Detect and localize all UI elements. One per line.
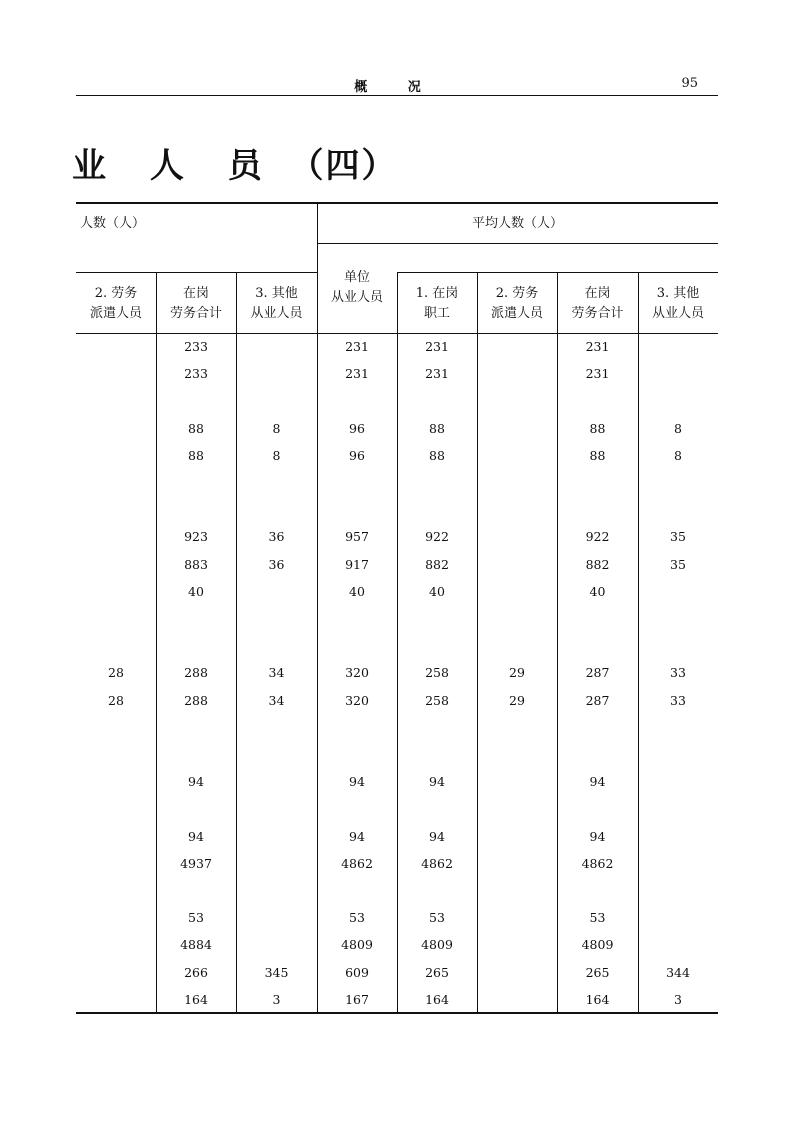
column-header-line: 3. 其他 [656,286,700,301]
table-cell: 265 [585,964,610,980]
table-cell: 35 [670,529,686,545]
table-cell: 344 [666,964,690,980]
table-cell: 8 [272,447,281,463]
table-cell: 96 [349,447,365,463]
table-cell: 28 [108,692,124,708]
table-cell: 29 [509,665,525,681]
table-cell: 4809 [421,937,453,953]
table-cell: 40 [188,583,204,599]
table-cell: 288 [184,665,208,681]
table-cell: 4862 [421,855,453,871]
table-cell: 33 [670,692,686,708]
table-cell: 3 [674,991,682,1007]
table-cell: 94 [429,774,445,790]
table-cell: 53 [188,910,204,926]
group-divider-rule [317,243,718,244]
table-cell: 4809 [581,937,614,953]
table-cell: 882 [585,556,610,572]
header-rule [76,95,718,96]
page-title [72,138,398,187]
table-cell: 231 [585,339,610,354]
table-cell: 320 [345,665,369,681]
title-char-1: 业 [72,146,108,186]
column-header-line: 1. 在岗 [415,286,459,301]
table-cell: 258 [425,665,449,681]
subheader-rule [76,272,317,273]
table-cell: 345 [264,964,289,980]
column-header-line: 劳务合计 [169,306,222,321]
column-header-line: 派遣人员 [89,306,142,321]
column-header-line: 派遣人员 [490,306,543,321]
table-cell: 320 [345,692,369,708]
table-cell: 231 [345,339,369,354]
table-cell: 94 [589,774,606,790]
table-cell: 957 [345,529,369,545]
table-cell: 4884 [180,937,212,953]
table-cell: 3 [272,991,281,1007]
table-cell: 922 [585,529,610,545]
table-cell: 36 [268,529,285,545]
title-char-3: 员 [227,146,264,186]
group-header-headcount: 人数（人） [80,216,146,231]
column-header-line: 在岗 [584,286,611,301]
table-cell: 34 [268,665,285,681]
table-cell: 53 [349,910,365,926]
table-cell: 231 [425,339,449,354]
column-divider [156,272,157,1014]
table-cell: 233 [184,366,208,382]
table-cell: 88 [589,447,606,463]
column-header-line: 在岗 [182,286,209,301]
table-cell: 231 [425,366,449,382]
table-cell: 34 [268,692,285,708]
table-cell: 33 [670,665,686,681]
table-cell: 609 [345,964,369,980]
column-divider [397,272,398,1014]
table-cell: 94 [589,828,606,844]
table-cell: 288 [184,692,208,708]
table-cell: 35 [670,556,686,572]
table-cell: 4862 [581,855,614,871]
column-header-line: 从业人员 [250,306,303,321]
table-cell: 28 [108,665,124,681]
table-cell: 233 [184,339,208,354]
table-cell: 94 [429,828,445,844]
table-cell: 231 [585,366,610,382]
table-cell: 94 [188,828,204,844]
table-cell: 40 [589,583,606,599]
title-part-number: （四） [289,146,398,186]
table-top-rule [76,202,718,204]
table-cell: 94 [349,828,365,844]
table-cell: 883 [184,556,208,572]
table-cell: 8 [674,420,682,436]
page-number: 95 [681,76,698,91]
column-header-line: 从业人员 [330,290,383,305]
table-cell: 53 [429,910,445,926]
table-cell: 882 [425,556,449,572]
table-cell: 265 [425,964,449,980]
table-cell: 40 [349,583,365,599]
table-cell: 922 [425,529,449,545]
table-cell: 4937 [180,855,212,871]
table-cell: 88 [429,447,445,463]
table-cell: 96 [349,420,365,436]
table-cell: 917 [345,556,369,572]
column-header-line: 劳务合计 [571,306,624,321]
column-divider [317,202,318,1014]
table-cell: 8 [272,420,281,436]
table-cell: 4862 [341,855,373,871]
table-cell: 164 [184,991,208,1007]
table-cell: 88 [589,420,606,436]
column-header-line: 单位 [343,270,370,285]
column-header-line: 2. 劳务 [495,286,539,301]
table-cell: 164 [425,991,449,1007]
table-cell: 287 [585,665,610,681]
table-cell: 258 [425,692,449,708]
column-header-line: 从业人员 [651,306,704,321]
table-cell: 231 [345,366,369,382]
table-cell: 88 [188,420,204,436]
column-divider [557,272,558,1014]
column-header-line: 2. 劳务 [94,286,138,301]
group-header-average: 平均人数（人） [471,216,563,231]
table-cell: 923 [184,529,208,545]
table-cell: 4809 [341,937,373,953]
table-cell: 167 [345,991,369,1007]
table-cell: 266 [184,964,208,980]
title-char-2: 人 [149,146,186,186]
statistics-table [76,202,718,1014]
table-cell: 29 [509,692,525,708]
column-header-line: 3. 其他 [255,286,298,301]
column-header-line: 职工 [423,306,450,321]
table-cell: 94 [349,774,365,790]
table-cell: 40 [429,583,445,599]
table-cell: 53 [589,910,606,926]
column-divider [236,272,237,1014]
table-cell: 8 [674,447,682,463]
running-header-title: 概 况 [354,80,439,95]
table-cell: 88 [429,420,445,436]
table-cell: 287 [585,692,610,708]
column-divider [638,272,639,1014]
table-cell: 164 [585,991,610,1007]
column-divider [477,272,478,1014]
table-cell: 36 [268,556,285,572]
table-cell: 94 [188,774,204,790]
table-cell: 88 [188,447,204,463]
